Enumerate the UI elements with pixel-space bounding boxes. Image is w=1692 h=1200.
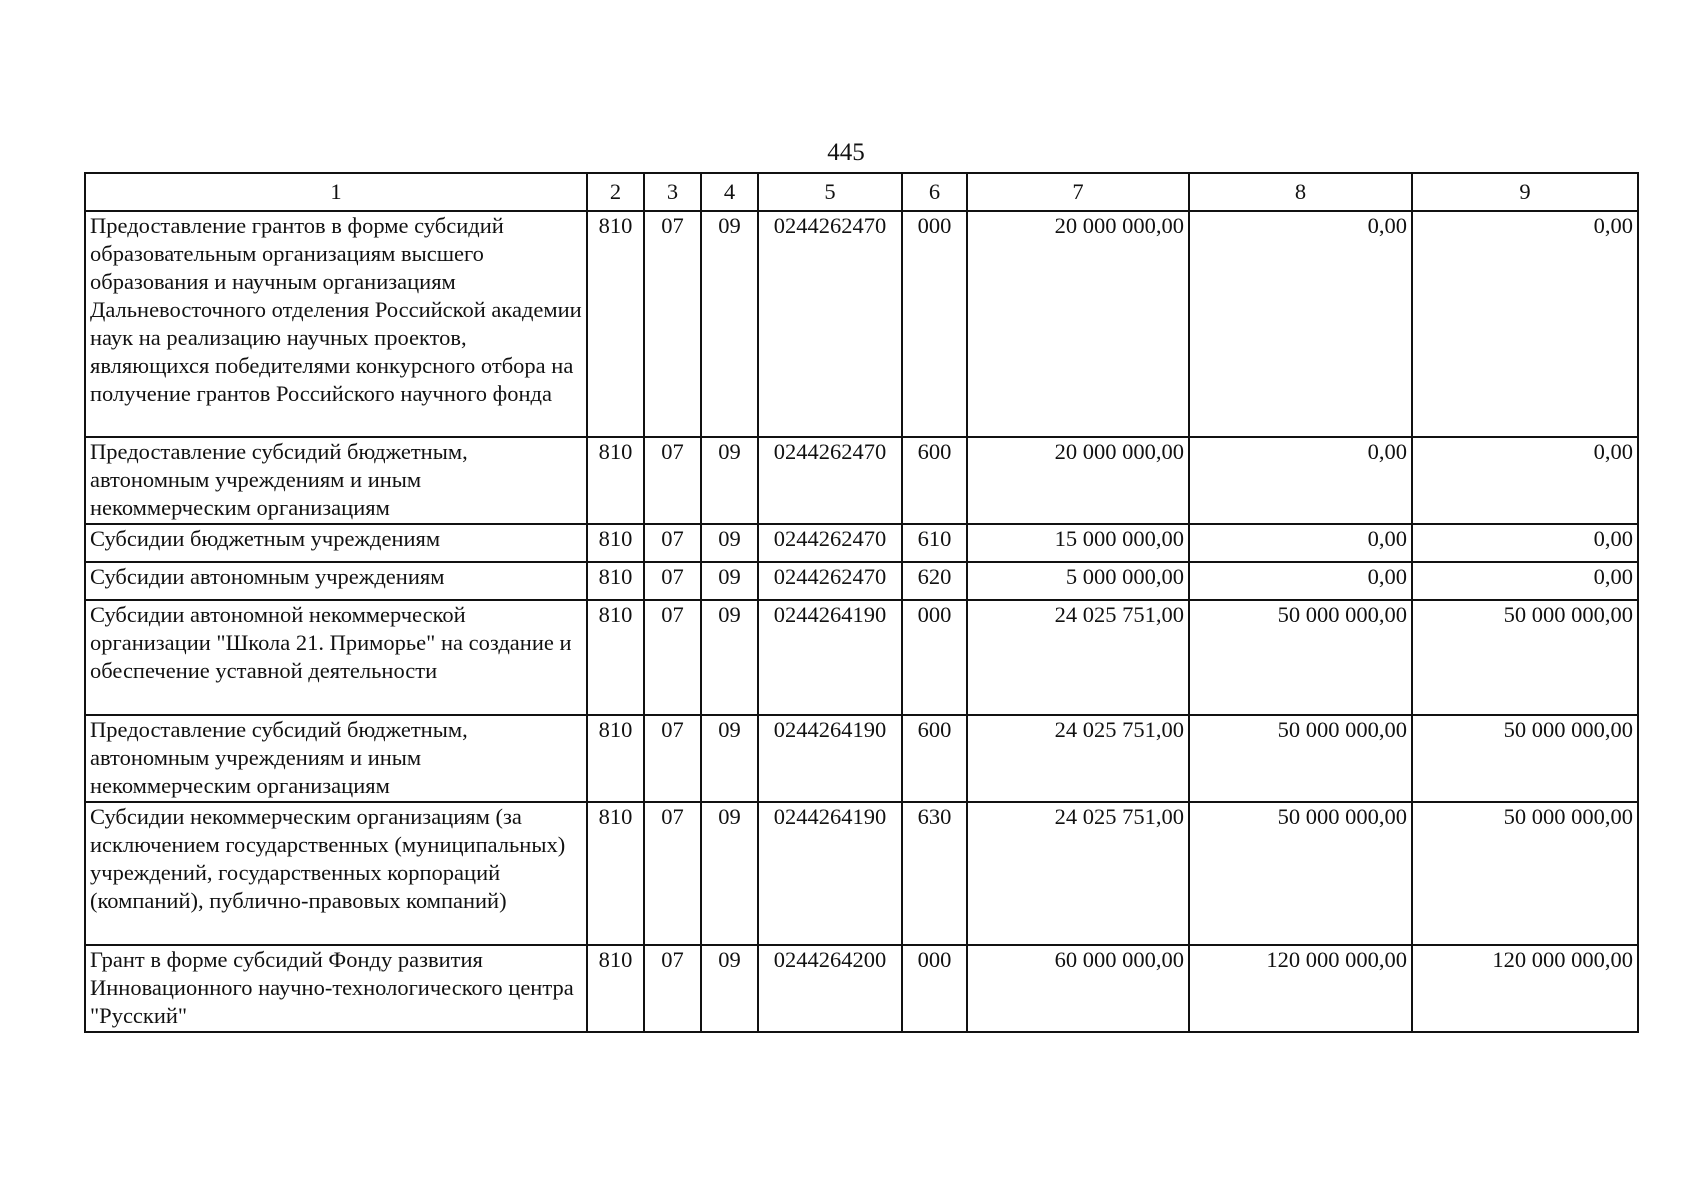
cell-col3: 07 <box>644 437 701 524</box>
cell-col2: 810 <box>587 562 644 600</box>
cell-col6: 600 <box>902 715 967 802</box>
cell-col8: 0,00 <box>1189 562 1412 600</box>
cell-col5: 0244264190 <box>758 715 902 802</box>
cell-col6: 000 <box>902 600 967 715</box>
cell-col5: 0244264200 <box>758 945 902 1032</box>
cell-col5: 0244264190 <box>758 600 902 715</box>
table-row <box>85 211 1638 437</box>
row-description: Предоставление грантов в форме субсидий образовательным организациям высшего образования и научным организациям Дальневосточного отделения Российской академии наук на реализацию научных проектов, являющихся победителями конкурсного отбора на получение грантов Российского научного фонда <box>85 211 587 437</box>
cell-col6: 000 <box>902 211 967 437</box>
cell-col7: 15 000 000,00 <box>967 524 1189 562</box>
cell-col4: 09 <box>701 562 758 600</box>
cell-col2: 810 <box>587 945 644 1032</box>
row-description: Субсидии бюджетным учреждениям <box>85 524 587 562</box>
cell-col8: 0,00 <box>1189 211 1412 437</box>
cell-col7: 20 000 000,00 <box>967 437 1189 524</box>
column-header: 9 <box>1412 173 1638 211</box>
row-description: Субсидии автономным учреждениям <box>85 562 587 600</box>
table-row <box>85 802 1638 945</box>
row-description: Субсидии автономной некоммерческой организации "Школа 21. Приморье" на создание и обеспечение уставной деятельности <box>85 600 587 715</box>
cell-col3: 07 <box>644 715 701 802</box>
cell-col4: 09 <box>701 715 758 802</box>
cell-col4: 09 <box>701 802 758 945</box>
cell-col4: 09 <box>701 211 758 437</box>
page-number: 445 <box>827 139 865 166</box>
row-description: Субсидии некоммерческим организациям (за исключением государственных (муниципальных) учреждений, государственных корпораций (компаний), публично-правовых компаний) <box>85 802 587 945</box>
cell-col6: 620 <box>902 562 967 600</box>
table-row <box>85 524 1638 562</box>
cell-col7: 5 000 000,00 <box>967 562 1189 600</box>
budget-table <box>84 172 1639 1033</box>
cell-col6: 610 <box>902 524 967 562</box>
table-row <box>85 437 1638 524</box>
cell-col8: 50 000 000,00 <box>1189 802 1412 945</box>
column-header: 1 <box>85 173 587 211</box>
cell-col2: 810 <box>587 437 644 524</box>
cell-col2: 810 <box>587 802 644 945</box>
cell-col6: 600 <box>902 437 967 524</box>
cell-col8: 50 000 000,00 <box>1189 715 1412 802</box>
column-header: 3 <box>644 173 701 211</box>
column-header: 4 <box>701 173 758 211</box>
cell-col9: 50 000 000,00 <box>1412 802 1638 945</box>
table-row <box>85 945 1638 1032</box>
table-row <box>85 600 1638 715</box>
column-header: 5 <box>758 173 902 211</box>
cell-col9: 120 000 000,00 <box>1412 945 1638 1032</box>
cell-col8: 0,00 <box>1189 524 1412 562</box>
cell-col3: 07 <box>644 524 701 562</box>
cell-col8: 50 000 000,00 <box>1189 600 1412 715</box>
cell-col6: 000 <box>902 945 967 1032</box>
cell-col3: 07 <box>644 562 701 600</box>
cell-col3: 07 <box>644 802 701 945</box>
cell-col5: 0244262470 <box>758 211 902 437</box>
row-description: Грант в форме субсидий Фонду развития Инновационного научно-технологического центра "Русский" <box>85 945 587 1032</box>
table-row <box>85 715 1638 802</box>
cell-col2: 810 <box>587 600 644 715</box>
cell-col9: 0,00 <box>1412 211 1638 437</box>
table-row <box>85 562 1638 600</box>
cell-col7: 24 025 751,00 <box>967 802 1189 945</box>
cell-col3: 07 <box>644 600 701 715</box>
cell-col9: 0,00 <box>1412 437 1638 524</box>
column-header: 8 <box>1189 173 1412 211</box>
header-row <box>85 173 1638 211</box>
cell-col2: 810 <box>587 715 644 802</box>
cell-col6: 630 <box>902 802 967 945</box>
cell-col4: 09 <box>701 945 758 1032</box>
cell-col2: 810 <box>587 211 644 437</box>
cell-col7: 20 000 000,00 <box>967 211 1189 437</box>
cell-col5: 0244262470 <box>758 524 902 562</box>
cell-col5: 0244262470 <box>758 437 902 524</box>
cell-col4: 09 <box>701 600 758 715</box>
row-description: Предоставление субсидий бюджетным, автономным учреждениям и иным некоммерческим организациям <box>85 437 587 524</box>
cell-col7: 24 025 751,00 <box>967 600 1189 715</box>
column-header: 6 <box>902 173 967 211</box>
cell-col5: 0244264190 <box>758 802 902 945</box>
column-header: 2 <box>587 173 644 211</box>
cell-col7: 24 025 751,00 <box>967 715 1189 802</box>
cell-col3: 07 <box>644 211 701 437</box>
cell-col8: 0,00 <box>1189 437 1412 524</box>
cell-col4: 09 <box>701 524 758 562</box>
column-header: 7 <box>967 173 1189 211</box>
cell-col9: 0,00 <box>1412 562 1638 600</box>
cell-col9: 50 000 000,00 <box>1412 600 1638 715</box>
row-description: Предоставление субсидий бюджетным, автономным учреждениям и иным некоммерческим организациям <box>85 715 587 802</box>
cell-col9: 0,00 <box>1412 524 1638 562</box>
cell-col5: 0244262470 <box>758 562 902 600</box>
cell-col9: 50 000 000,00 <box>1412 715 1638 802</box>
cell-col7: 60 000 000,00 <box>967 945 1189 1032</box>
cell-col4: 09 <box>701 437 758 524</box>
cell-col2: 810 <box>587 524 644 562</box>
cell-col8: 120 000 000,00 <box>1189 945 1412 1032</box>
cell-col3: 07 <box>644 945 701 1032</box>
